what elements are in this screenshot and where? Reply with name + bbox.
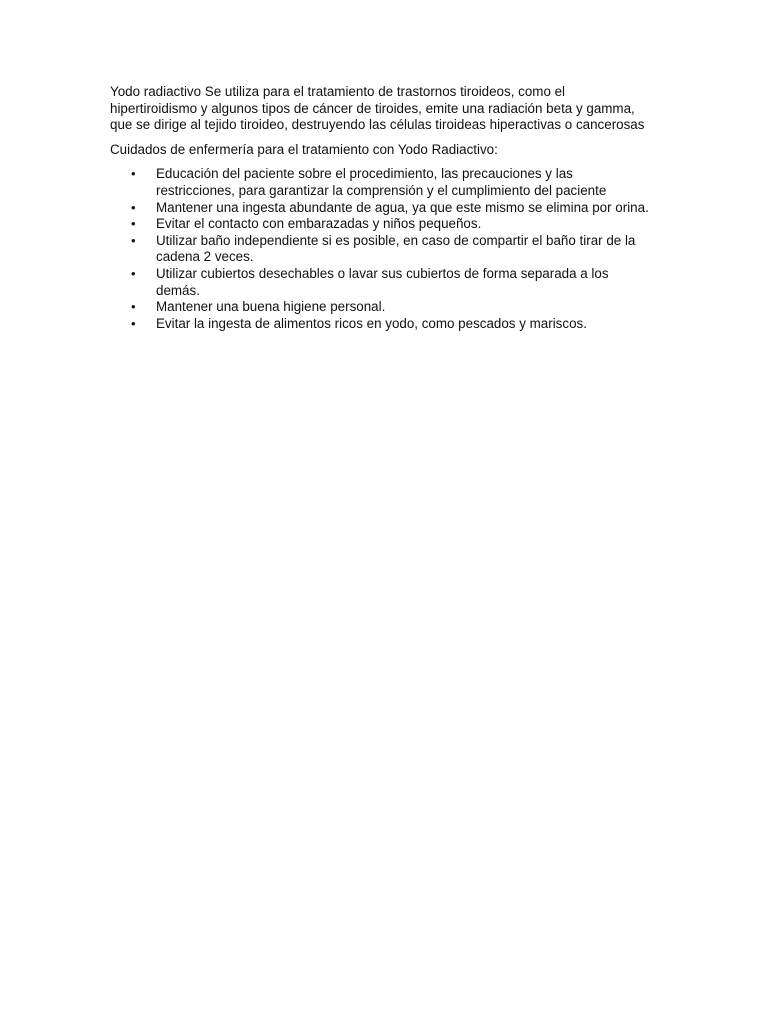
list-item-text: Evitar la ingesta de alimentos ricos en yodo, como pescados y mariscos. xyxy=(156,315,587,331)
intro-paragraph: Yodo radiactivo Se utiliza para el tratamiento de trastornos tiroideos, como el hipertiroidismo y algunos tipos de cáncer de tiroides, emite una radiación beta y gamma, que se dirige al tejido tiroideo, destruyendo las células tiroideas hiperactivas o cancerosas xyxy=(110,84,645,133)
bullet-icon: • xyxy=(131,299,136,315)
list-item-text: Mantener una buena higiene personal. xyxy=(156,299,386,315)
list-item xyxy=(110,316,655,333)
care-list xyxy=(110,166,655,332)
care-heading: Cuidados de enfermería para el tratamiento con Yodo Radiactivo: xyxy=(110,141,498,157)
bullet-icon: • xyxy=(131,232,136,248)
bullet-icon: • xyxy=(131,166,136,182)
bullet-icon: • xyxy=(131,199,136,215)
list-item-text: Mantener una ingesta abundante de agua, ya que este mismo se elimina por orina. xyxy=(156,199,649,215)
document-page xyxy=(110,84,655,332)
bullet-icon: • xyxy=(131,265,136,281)
list-item xyxy=(110,200,655,217)
bullet-icon: • xyxy=(131,216,136,232)
list-item-text: Educación del paciente sobre el procedimiento, las precauciones y las restricciones, para garantizar la comprensión y el cumplimiento del paciente xyxy=(156,166,607,198)
list-item xyxy=(110,299,655,316)
list-item xyxy=(110,266,655,299)
list-item-text: Evitar el contacto con embarazadas y niños pequeños. xyxy=(156,216,482,232)
list-item-text: Utilizar baño independiente si es posible, en caso de compartir el baño tirar de la cadena 2 veces. xyxy=(156,232,636,265)
list-item xyxy=(110,166,655,199)
list-item xyxy=(110,233,655,266)
list-item xyxy=(110,216,655,233)
list-item-text: Utilizar cubiertos desechables o lavar sus cubiertos de forma separada a los demás. xyxy=(156,265,609,298)
bullet-icon: • xyxy=(131,315,136,331)
